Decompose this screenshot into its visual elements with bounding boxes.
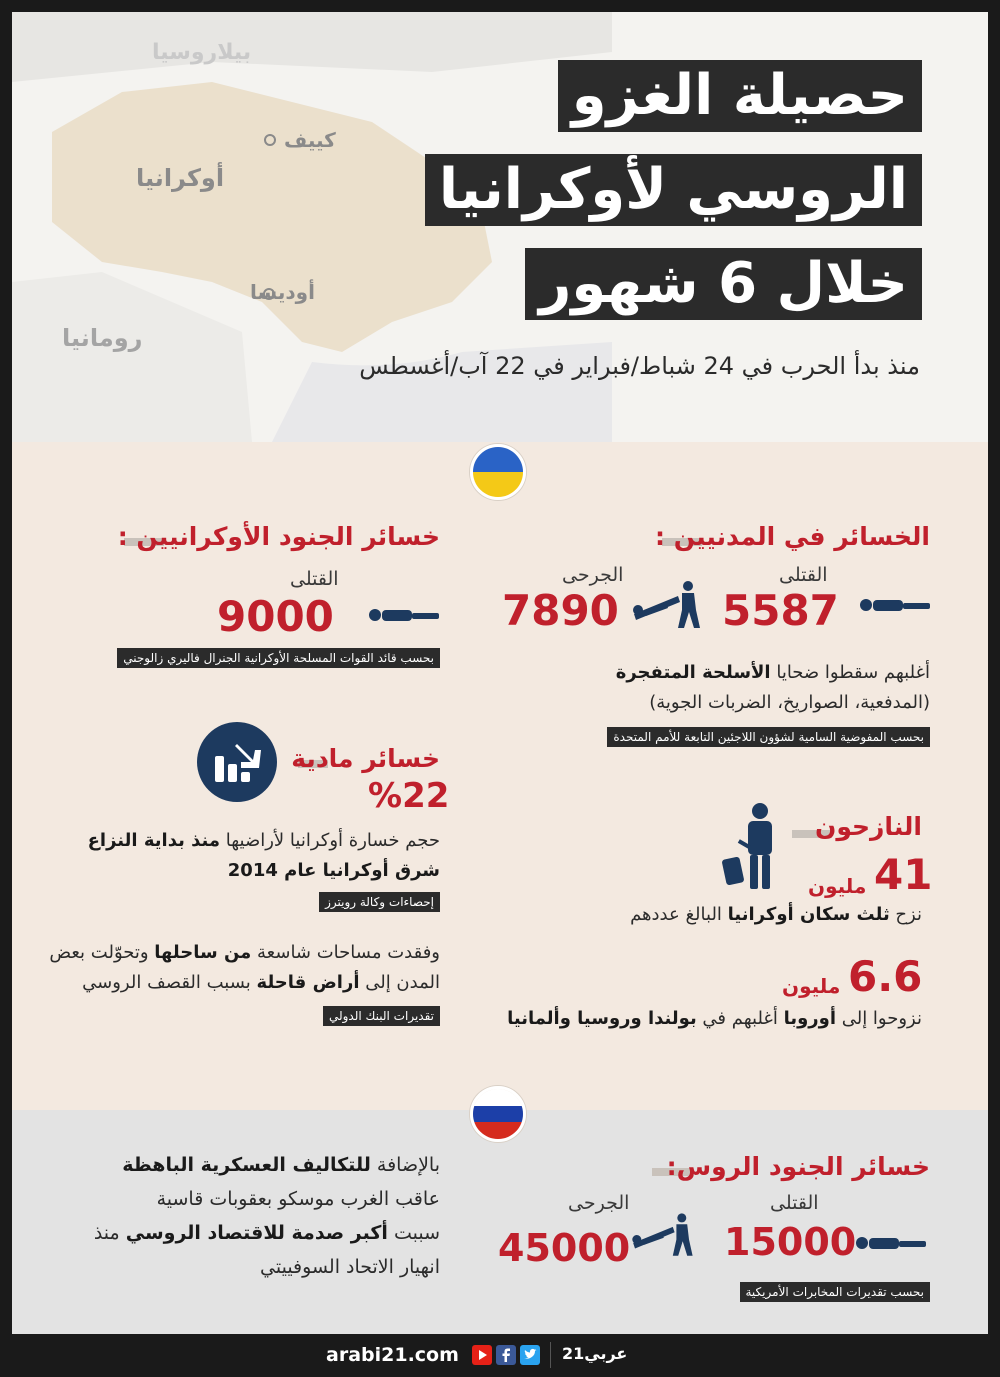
russia-section	[12, 1110, 988, 1334]
civilians-source: بحسب المفوضية السامية لشؤون اللاجئين التابعة للأمم المتحدة	[607, 727, 930, 747]
site-url: arabi21.com	[326, 1344, 459, 1366]
title-line-2: الروسي لأوكرانيا	[425, 154, 922, 226]
material-text-2: وفقدت مساحات شاسعة من ساحلها وتحوّلت بعض المدن إلى أراض قاحلة بسبب القصف الروسي	[49, 942, 440, 993]
infographic	[12, 12, 988, 1334]
header	[12, 12, 988, 442]
subtitle: منذ بدأ الحرب في 24 شباط/فبراير في 22 آب/أغسطس	[359, 352, 920, 380]
material-title: خسائر مادية	[291, 744, 440, 773]
map-label-ukraine: أوكرانيا	[136, 164, 225, 192]
displaced-internal-unit: مليون	[808, 874, 867, 898]
ua-soldiers-killed-value: 9000	[217, 592, 334, 641]
ua-soldiers-title: خسائر الجنود الأوكرانيين :	[117, 522, 440, 551]
russia-flag-icon	[470, 1086, 526, 1142]
ru-soldiers-title: خسائر الجنود الروس:	[666, 1152, 930, 1181]
displaced-title: النازحون	[815, 812, 922, 841]
lying-person-icon	[858, 596, 930, 616]
material-percent: %22	[368, 776, 450, 816]
carrying-wounded-icon	[626, 1212, 698, 1258]
youtube-icon[interactable]	[472, 1345, 492, 1365]
ukraine-section	[12, 442, 988, 1110]
civilians-wounded-label: الجرحى	[562, 564, 624, 586]
map-label-odessa: أوديسا	[250, 280, 315, 304]
title-line-1: حصيلة الغزو	[558, 60, 922, 132]
map-label-kyiv: كييف	[284, 128, 336, 152]
title-line-3: خلال 6 شهور	[525, 248, 922, 320]
ua-soldiers-killed-label: القتلى	[290, 568, 339, 590]
displaced-internal-value: 41	[874, 850, 933, 899]
material-source-worldbank: تقديرات البنك الدولي	[323, 1006, 440, 1026]
russia-economy-text: بالإضافة للتكاليف العسكرية الباهظة عاقب الغرب موسكو بعقوبات قاسية سببت أكبر صدمة للاقتصاد الروسي منذ انهيار الاتحاد السوفييتي	[93, 1154, 440, 1278]
displaced-external-unit: مليون	[782, 974, 841, 998]
lying-person-icon	[367, 606, 439, 626]
ru-soldiers-source: بحسب تقديرات المخابرات الأمريكية	[740, 1282, 931, 1302]
civilians-text: أغلبهم سقطوا ضحايا الأسلحة المتفجرة (المدفعية، الصواريخ، الضربات الجوية)	[615, 662, 930, 713]
facebook-icon[interactable]	[496, 1345, 516, 1365]
traveler-suitcase-icon	[718, 802, 788, 892]
lying-person-icon	[854, 1234, 926, 1254]
map-label-romania: رومانيا	[62, 324, 143, 352]
twitter-icon[interactable]	[520, 1345, 540, 1365]
chart-decline-icon	[197, 722, 277, 802]
footer	[0, 1334, 1000, 1377]
displaced-internal-text: نزح ثلث سكان أوكرانيا البالغ عددهم	[630, 904, 922, 925]
map-label-belarus: بيلاروسيا	[152, 40, 252, 65]
ru-soldiers-wounded-value: 45000	[498, 1226, 631, 1270]
carrying-wounded-icon	[626, 580, 706, 630]
ru-soldiers-killed-value: 15000	[724, 1220, 857, 1264]
ru-soldiers-killed-label: القتلى	[770, 1192, 819, 1214]
material-source-reuters: إحصاءات وكالة رويترز	[319, 892, 440, 912]
ua-soldiers-source: بحسب قائد القوات المسلحة الأوكرانية الجنرال فاليري زالوجني	[117, 648, 440, 668]
displaced-external-text: نزوحوا إلى أوروبا أغلبهم في بولندا وروسيا وألمانيا	[507, 1008, 922, 1029]
civilians-wounded-value: 7890	[502, 586, 619, 635]
civilians-killed-value: 5587	[722, 586, 839, 635]
ru-soldiers-wounded-label: الجرحى	[568, 1192, 630, 1214]
ukraine-flag-icon	[470, 444, 526, 500]
material-text: حجم خسارة أوكرانيا لأراضيها منذ بداية النزاع شرق أوكرانيا عام 2014	[87, 830, 440, 881]
brand-logo: عربي21	[562, 1344, 628, 1363]
civilians-killed-label: القتلى	[779, 564, 828, 586]
civilians-title: الخسائر في المدنيين :	[655, 522, 930, 551]
displaced-external-value: 6.6	[848, 952, 923, 1001]
